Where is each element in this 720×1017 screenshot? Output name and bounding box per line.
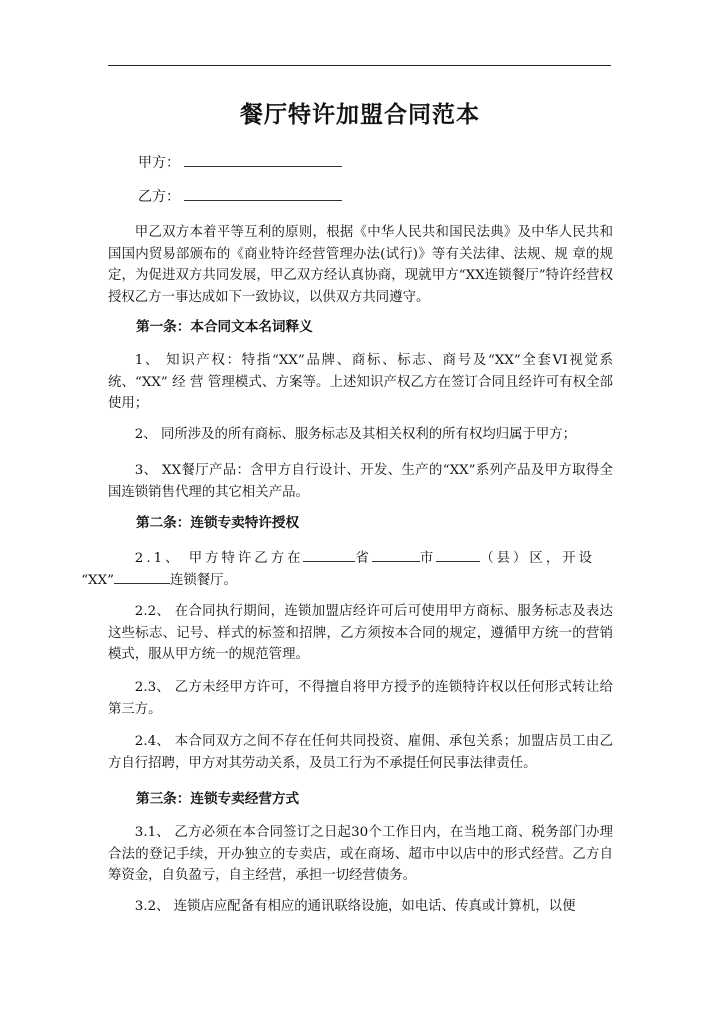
party-a-label: 甲方：	[138, 155, 180, 171]
clause-2-1-brand: “XX”	[81, 572, 114, 588]
preamble-paragraph: 甲乙双方本着平等互利的原则，根据《中华人民共和国民法典》及中华人民共和国国内贸易部颁布的《商业特许经营管理办法(试行)》等有关法律、法规、规 章的规定，为促进双方共同发展，甲乙双方经认真协商，现就甲方“XX连锁餐厅”特许经营权授权乙方一事达成如下一致协议，以供双方共同遵守。	[108, 225, 613, 305]
section-2-heading: 第二条：连锁专卖特许授权	[136, 515, 300, 531]
party-b-label: 乙方：	[138, 189, 180, 205]
clause-1-2: 2、 同所涉及的所有商标、服务标志及其相关权利的所有权均归属于甲方；	[134, 427, 577, 442]
city-blank	[372, 548, 420, 562]
clause-1-3: 3、 XX餐厅产品：含甲方自行设计、开发、生产的“XX”系列产品及甲方取得全国连锁销售代理的其它相关产品。	[108, 463, 613, 500]
document-title: 餐厅特许加盟合同范本	[240, 102, 480, 128]
clause-2-1-province: 省	[355, 551, 372, 566]
clause-2-1-suffix: 连锁餐厅。	[169, 572, 237, 588]
clause-3-1: 3.1、 乙方必须在本合同签订之日起30个工作日内，在当地工商、税务部门办理合法的登记手续，开办独立的专卖店，或在商场、超市中以店中的形式经营。乙方自筹资金，自负盈亏，自主经营，承担一切经营债务。	[108, 825, 613, 883]
clause-2-1-city: 市	[419, 551, 437, 566]
clause-2-4: 2.4、 本合同双方之间不存在任何共同投资、雇佣、承包关系；加盟店员工由乙方自行招聘，甲方对其劳动关系，及员工行为不承提任何民事法律责任。	[108, 734, 613, 771]
clause-2-3: 2.3、 乙方未经甲方许可，不得擅自将甲方授予的连锁特许权以任何形式转让给第三方。	[108, 680, 613, 717]
clause-2-1-county: （县）区，开设	[480, 551, 595, 566]
clause-2-1-prefix: 2.1、 甲方特许乙方在	[134, 551, 304, 566]
section-1-heading: 第一条：本合同文本名词释义	[136, 319, 313, 335]
header-rule	[108, 65, 611, 66]
county-blank	[436, 548, 480, 562]
clause-2-1	[81, 548, 613, 591]
clause-1-1: 1、 知识产权：特指“XX”品牌、商标、标志、商号及“XX”全套VI视觉系统、“XX” 经 营 管理模式、方案等。上述知识产权乙方在签订合同且经许可有权全部使用；	[108, 353, 613, 411]
party-b-blank	[184, 186, 342, 201]
province-blank	[303, 548, 355, 562]
party-a-blank	[184, 152, 342, 167]
party-b-line	[138, 186, 342, 207]
brand-store-blank	[114, 570, 170, 584]
clause-3-2: 3.2、 连锁店应配备有相应的通讯联络设施，如电话、传真或计算机，以便	[134, 899, 576, 914]
clause-2-2: 2.2、 在合同执行期间，连锁加盟店经许可后可使用甲方商标、服务标志及表达这些标志、记号、样式的标签和招牌，乙方须按本合同的规定，遵循甲方统一的营销模式，服从甲方统一的规范管理。	[108, 604, 613, 662]
section-3-heading: 第三条：连锁专卖经营方式	[136, 791, 300, 807]
party-a-line	[138, 152, 342, 173]
